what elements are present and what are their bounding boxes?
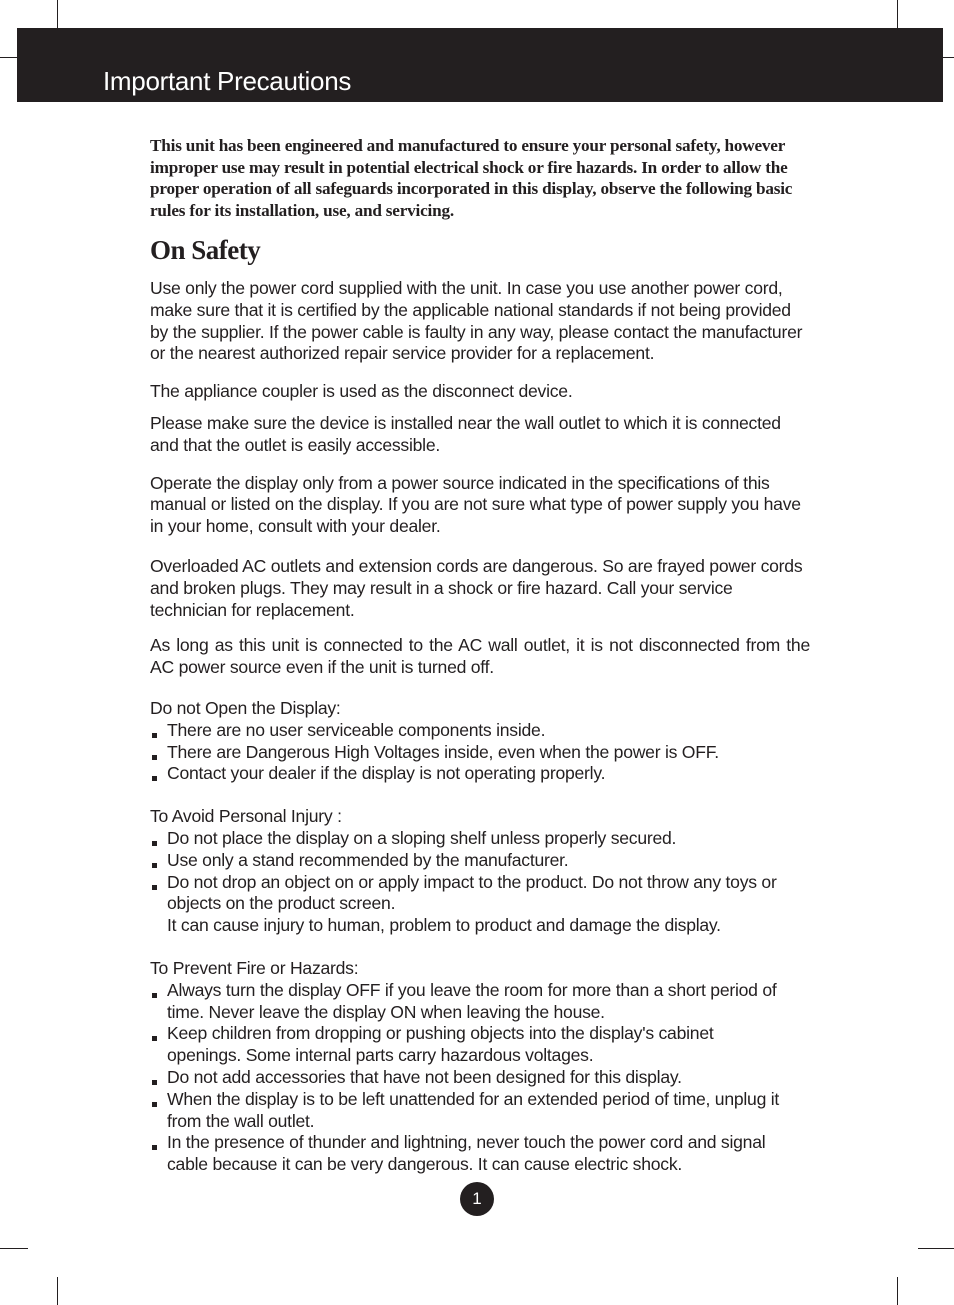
bullet-icon: [152, 993, 157, 998]
crop-mark: [897, 0, 898, 28]
crop-mark: [897, 1277, 898, 1305]
header-bar: [17, 28, 943, 102]
crop-mark: [0, 1248, 28, 1249]
bullet-icon: [152, 1145, 157, 1150]
section-title: On Safety: [150, 235, 261, 265]
paragraph-disconnect: As long as this unit is connected to the AC wall outlet, it is not disconnected from the AC power source even if the unit is turned off.: [150, 635, 810, 678]
list-item: Always turn the display OFF if you leave the room for more than a short period of time. Never leave the display ON when leaving the house.: [150, 980, 810, 1024]
bullet-icon: [152, 776, 157, 781]
crop-mark: [918, 1248, 954, 1249]
page-number: 1: [460, 1182, 494, 1216]
bullet-icon: [152, 1036, 157, 1041]
bullet-icon: [152, 841, 157, 846]
group-fire-hazards: [150, 958, 810, 1176]
crop-mark: [57, 1277, 58, 1305]
bullet-list: [150, 980, 810, 1176]
crop-mark: [943, 57, 954, 58]
bullet-list: [150, 720, 810, 785]
intro-paragraph: This unit has been engineered and manufactured to ensure your personal safety, however improper use may result in potential electrical shock or fire hazards. In order to allow the proper operation of all safeguards incorporated in this display, observe the following basic rules for its installation, use, and servicing.: [150, 136, 793, 220]
group-personal-injury: [150, 806, 810, 937]
group-title: Do not Open the Display:: [150, 697, 341, 718]
bullet-icon: [152, 1080, 157, 1085]
list-item: Keep children from dropping or pushing objects into the display's cabinet openings. Some internal parts carry hazardous voltages.: [150, 1023, 810, 1067]
paragraph-coupler: The appliance coupler is used as the disconnect device.: [150, 381, 573, 402]
crop-mark: [57, 0, 58, 28]
paragraph-wall-outlet: Please make sure the device is installed near the wall outlet to which it is connected and that the outlet is easily accessible.: [150, 412, 781, 455]
list-item: When the display is to be left unattended for an extended period of time, unplug it from the wall outlet.: [150, 1089, 810, 1133]
list-item-note: It can cause injury to human, problem to product and damage the display.: [167, 915, 721, 936]
list-item: There are no user serviceable components inside.: [150, 720, 810, 742]
bullet-icon: [152, 885, 157, 890]
bullet-icon: [152, 755, 157, 760]
page-title: Important Precautions: [103, 66, 352, 96]
list-item: There are Dangerous High Voltages inside, even when the power is OFF.: [150, 742, 810, 764]
crop-mark: [0, 57, 17, 58]
list-item: In the presence of thunder and lightning, never touch the power cord and signal cable because it can be very dangerous. It can cause electric shock.: [150, 1132, 810, 1176]
paragraph-overload: Overloaded AC outlets and extension cords are dangerous. So are frayed power cords and broken plugs. They may result in a shock or fire hazard. Call your service technician for replacement.: [150, 555, 803, 620]
bullet-icon: [152, 1102, 157, 1107]
group-title: To Prevent Fire or Hazards:: [150, 957, 359, 978]
bullet-icon: [152, 863, 157, 868]
list-item: Do not add accessories that have not been designed for this display.: [150, 1067, 810, 1089]
bullet-icon: [152, 733, 157, 738]
list-item: Do not place the display on a sloping shelf unless properly secured.: [150, 828, 810, 850]
list-item: Use only a stand recommended by the manufacturer.: [150, 850, 810, 872]
list-item: Contact your dealer if the display is not operating properly.: [150, 763, 810, 785]
group-do-not-open: [150, 698, 810, 785]
bullet-list: [150, 828, 810, 937]
group-title: To Avoid Personal Injury :: [150, 806, 342, 827]
paragraph-power-cord: Use only the power cord supplied with the unit. In case you use another power cord, make sure that it is certified by the applicable national standards if not being provided by the supplier. If the power cable is faulty in any way, please contact the manufacturer or the nearest authorized repair service provider for a replacement.: [150, 278, 803, 364]
page-content: [150, 135, 810, 1176]
paragraph-power-source: Operate the display only from a power source indicated in the specifications of this manual or listed on the display. If you are not sure what type of power supply you have in your home, consult with your dealer.: [150, 472, 801, 537]
list-item: Do not drop an object on or apply impact to the product. Do not throw any toys or objects on the product screen.: [150, 872, 810, 916]
